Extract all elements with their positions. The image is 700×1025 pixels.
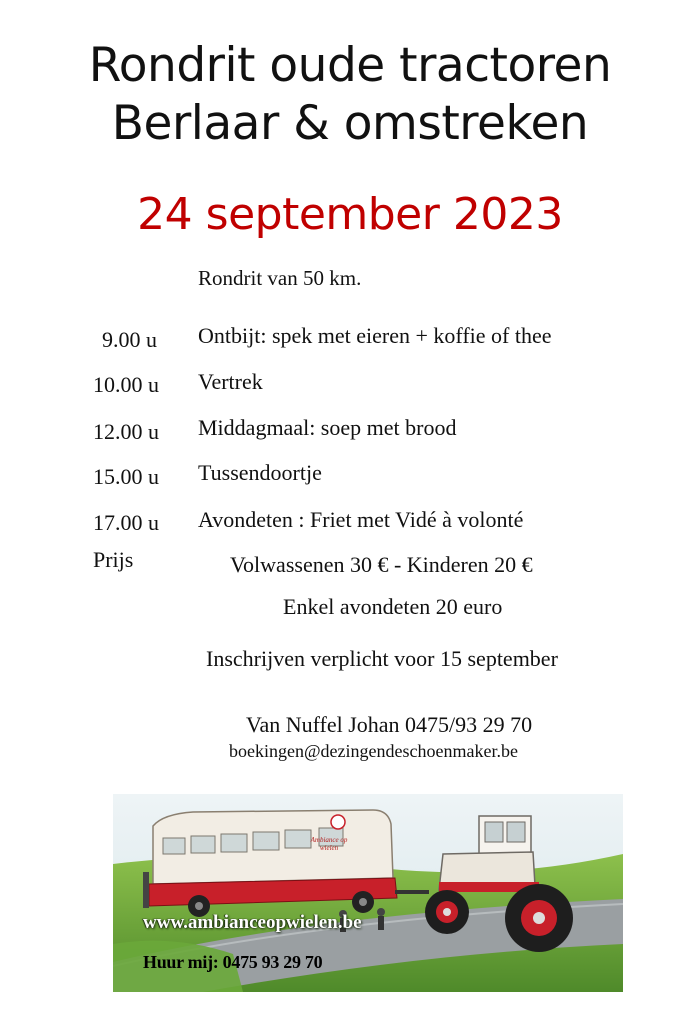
schedule-activity: Ontbijt: spek met eieren + koffie of thee [198,323,552,348]
schedule-time: 15.00 u [93,464,159,489]
schedule-activity: Vertrek [198,369,263,394]
event-date: 24 september 2023 [137,189,563,240]
title-line-2: Berlaar & omstreken [111,96,589,151]
title-line-1: Rondrit oude tractoren [88,38,612,93]
schedule-activity: Tussendoortje [198,460,322,485]
schedule-activity: Avondeten : Friet met Vidé à volonté [198,507,524,532]
price-line-1: Volwassenen 30 € - Kinderen 20 € [230,552,533,577]
schedule-time: 12.00 u [93,419,159,444]
contact-email: boekingen@dezingendeschoenmaker.be [229,741,518,761]
photo-brand-logo-text: Ambiance op wielen [310,836,348,852]
contact-name-phone: Van Nuffel Johan 0475/93 29 70 [246,712,533,737]
schedule-time: 10.00 u [93,372,159,397]
schedule-time: 9.00 u [102,327,157,352]
route-intro: Rondrit van 50 km. [198,266,362,290]
schedule-activity: Middagmaal: soep met brood [198,415,457,440]
photo-hire-phone: Huur mij: 0475 93 29 70 [143,952,323,972]
tractor-photo [113,794,623,992]
photo-website: www.ambianceopwielen.be [143,912,362,933]
registration-note: Inschrijven verplicht voor 15 september [206,646,558,671]
schedule-time: 17.00 u [93,510,159,535]
price-label: Prijs [93,547,134,572]
price-line-2: Enkel avondeten 20 euro [283,594,503,619]
